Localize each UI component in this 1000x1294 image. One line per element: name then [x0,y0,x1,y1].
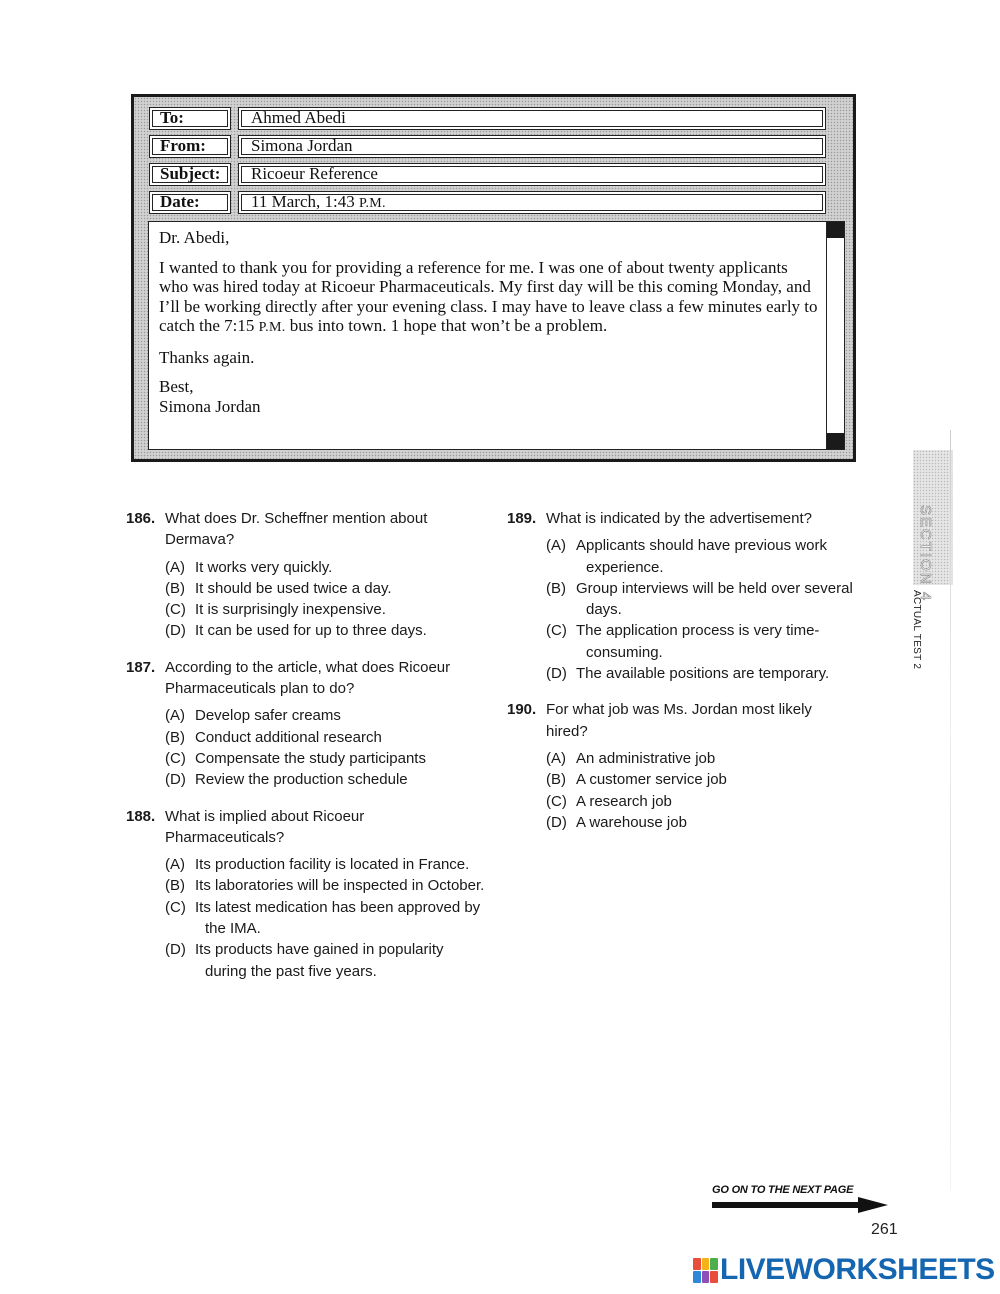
answer-option[interactable] [165,748,486,769]
logo-tile [710,1258,718,1270]
answer-option[interactable] [165,620,486,641]
answer-option[interactable] [165,578,486,599]
option-letter: (B) [165,728,185,746]
answer-option[interactable] [546,663,857,684]
answer-option[interactable] [165,854,486,875]
email-from-value: Simona Jordan [238,135,826,158]
option-letter: (A) [165,558,185,576]
option-text: It should be used twice a day. [195,579,392,597]
page-edge-line [950,430,951,1190]
option-text: Its latest medication has been approved by the IMA. [195,898,481,938]
answer-option[interactable] [165,557,486,578]
logo-tile [693,1271,701,1283]
option-letter: (D) [165,771,186,789]
email-date-text: 11 March, 1:43 [251,192,355,211]
option-letter: (B) [546,771,566,789]
option-letter: (C) [165,898,186,916]
page-number: 261 [871,1221,898,1238]
answer-option[interactable] [546,620,857,663]
next-page-text: GO ON TO THE NEXT PAGE [712,1184,854,1196]
option-letter: (B) [165,877,185,895]
answer-option[interactable] [546,748,857,769]
answer-option[interactable] [165,897,486,940]
answer-option[interactable] [165,875,486,896]
liveworksheets-logo-icon [693,1258,718,1283]
option-text: The available positions are temporary. [576,665,830,683]
question-text: For what job was Ms. Jordan most likely hired? [546,701,812,740]
email-signature: Simona Jordan [159,396,261,416]
option-letter: (D) [546,665,567,683]
logo-tile [693,1258,701,1270]
email-greeting: Dr. Abedi, [159,228,230,247]
answer-option[interactable] [165,939,486,982]
option-text: Applicants should have previous work experience. [576,537,827,576]
question-text: What is implied about Ricoeur Pharmaceuticals? [165,807,365,846]
question-text: What is indicated by the advertisement? [546,510,812,527]
email-date-label: Date: [149,191,231,214]
arrow-right-icon [712,1197,888,1213]
test-label-text: ACTUAL TEST 2 [911,590,922,670]
logo-tile [702,1258,710,1270]
question [507,508,857,684]
answer-option[interactable] [165,727,486,748]
option-text: A warehouse job [576,813,687,831]
option-text: Review the production schedule [195,771,408,789]
option-text: Its production facility is located in France. [195,856,470,874]
email-scrollbar[interactable] [826,222,844,449]
option-text: A research job [576,792,672,810]
option-text: An administrative job [576,749,716,767]
option-text: Develop safer creams [195,707,341,725]
questions-left-column [126,508,486,997]
email-to-label: To: [149,107,231,130]
email-closing: Best, [159,377,194,396]
email-paragraph-part1: I wanted to thank you for providing a reference for me. I was one of about twenty applicants who was hired today at Ricoeur Pharmaceuticals. My first day will be this coming Monday, and I’ll be working directly after your evening class. I may have to leave class a few minutes early to catch the 7:15 [159,257,818,335]
option-letter: (A) [546,537,566,555]
questions-right-column [507,508,857,848]
option-text: Group interviews will be held over several days. [576,579,853,619]
logo-tile [710,1271,718,1283]
question [507,699,857,833]
email-paragraph [159,258,820,338]
option-letter: (D) [546,813,567,831]
option-text: Compensate the study participants [195,749,426,767]
option-letter: (A) [165,856,185,874]
answer-option[interactable] [546,812,857,833]
question-text: According to the article, what does Ricoeur Pharmaceuticals plan to do? [165,658,451,698]
option-letter: (A) [165,707,185,725]
question-number: 189. [507,510,537,527]
question-number: 190. [507,701,537,719]
option-text: Its products have gained in popularity during the past five years. [195,941,444,980]
liveworksheets-brand[interactable] [693,1255,995,1285]
option-letter: (A) [546,749,566,767]
logo-tile [702,1271,710,1283]
option-letter: (D) [165,622,186,640]
scroll-up-arrow[interactable] [827,222,844,238]
answer-option[interactable] [165,769,486,790]
option-text: Conduct additional research [195,728,382,746]
question [126,657,486,791]
email-thanks: Thanks again. [159,347,255,367]
option-text: It is surprisingly inexpensive. [195,601,386,619]
option-letter: (D) [165,941,186,959]
question-number: 188. [126,807,156,825]
option-text: It can be used for up to three days. [195,622,427,640]
option-letter: (C) [546,792,567,810]
option-text: A customer service job [576,771,727,789]
email-paragraph-pm: P.M. [258,320,286,335]
email-from-label: From: [149,135,231,158]
question-number: 186. [126,510,156,527]
brand-name: LIVEWORKSHEETS [720,1253,995,1286]
email-subject-value: Ricoeur Reference [238,163,826,186]
section-tab-label: SECTION 4 [917,505,934,603]
email-subject-label: Subject: [149,163,231,186]
question-number: 187. [126,658,156,676]
question [126,806,486,982]
option-letter: (B) [165,579,185,597]
email-to-value: Ahmed Abedi [238,107,826,130]
option-text: Its laboratories will be inspected in October. [195,877,485,895]
question [126,508,486,642]
scroll-down-arrow[interactable] [827,433,844,449]
email-panel [131,94,856,462]
answer-option[interactable] [165,705,486,726]
question-text: What does Dr. Scheffner mention about Dermava? [165,510,428,549]
option-text: It works very quickly. [195,558,333,576]
answer-option[interactable] [546,578,857,621]
email-paragraph-part2: bus into town. 1 hope that won’t be a problem. [289,316,608,335]
option-letter: (C) [165,749,186,767]
email-body [148,221,845,450]
option-letter: (C) [165,601,186,619]
option-letter: (B) [546,579,566,597]
answer-option[interactable] [546,535,857,578]
option-text: The application process is very time-consuming. [576,622,820,661]
answer-option[interactable] [546,791,857,812]
email-date-value [238,191,826,214]
email-date-pm: P.M. [358,196,386,211]
answer-option[interactable] [165,599,486,620]
answer-option[interactable] [546,769,857,790]
option-letter: (C) [546,622,567,640]
email-signoff [159,377,820,416]
